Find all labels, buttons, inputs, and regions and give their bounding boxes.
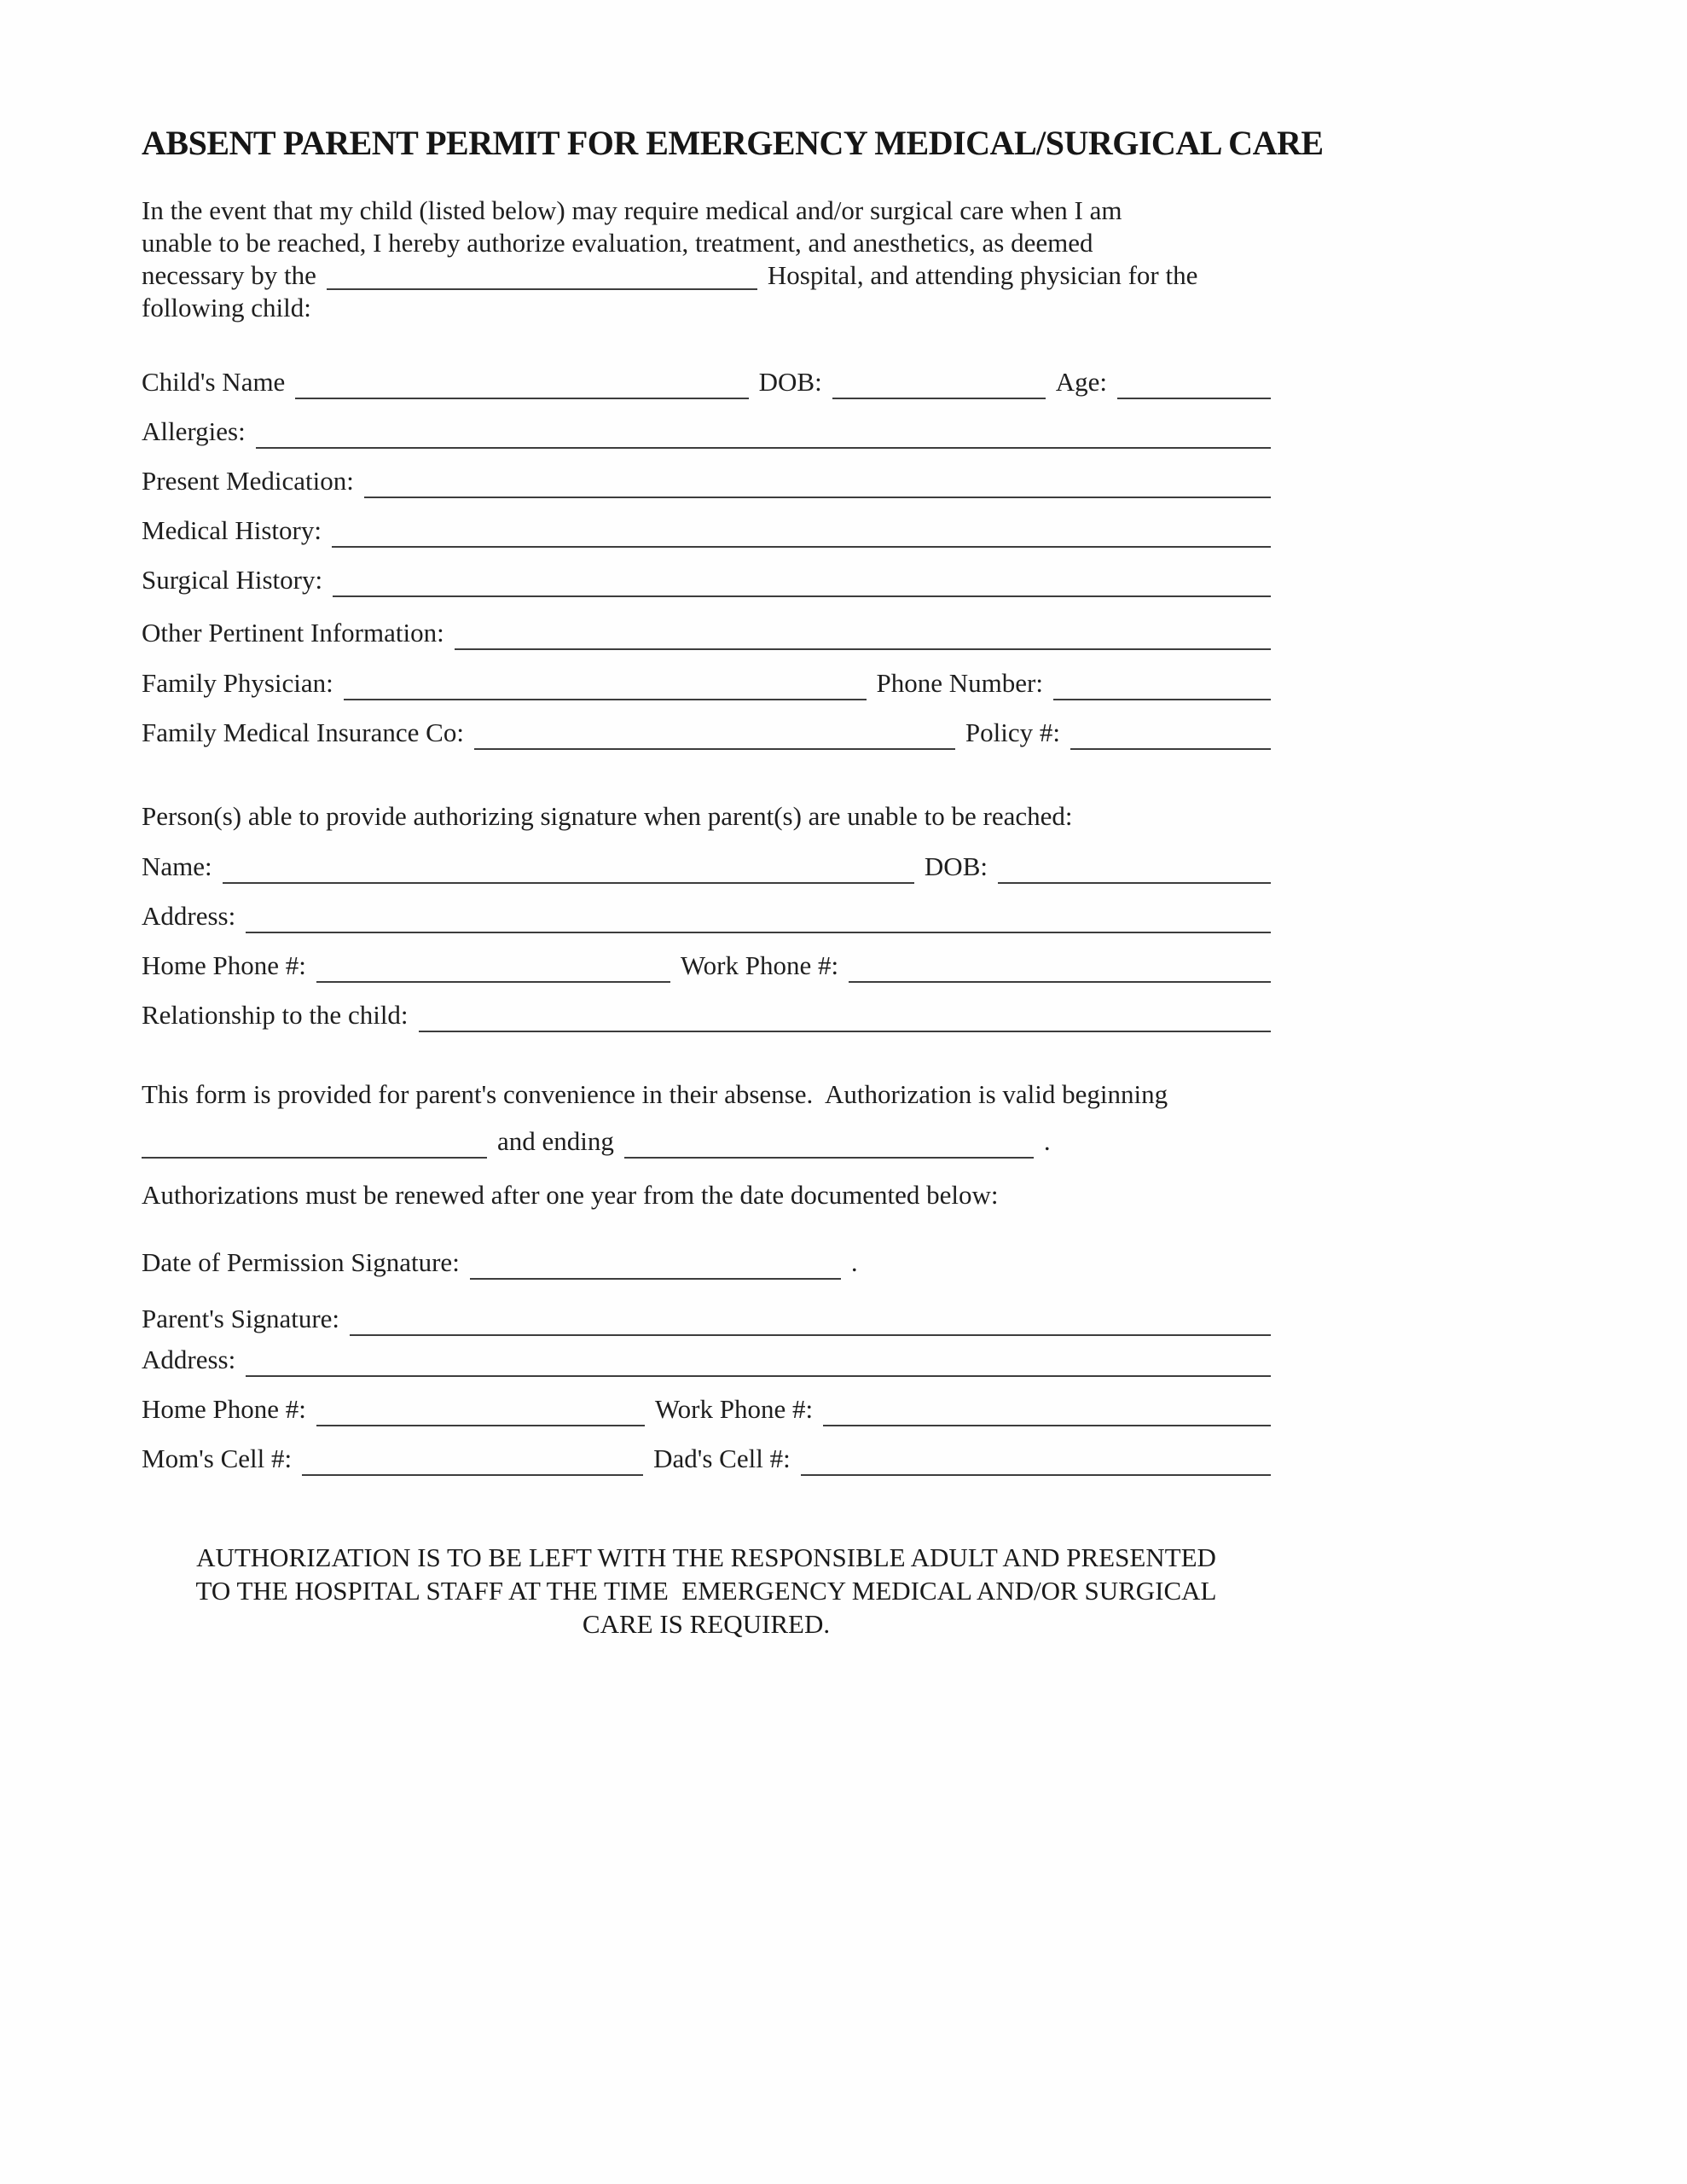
footer-line-1: AUTHORIZATION IS TO BE LEFT WITH THE RESPONSIBLE ADULT AND PRESENTED [196, 1542, 1216, 1572]
validity-period: . [1043, 1126, 1051, 1156]
intro-line-4: following child: [142, 293, 311, 322]
family-physician-label: Family Physician: [142, 668, 333, 698]
date-permission-blank[interactable] [470, 1273, 841, 1280]
date-permission-period: . [850, 1247, 858, 1277]
authorizer-home-phone-blank[interactable] [316, 976, 670, 983]
intro-line-1: In the event that my child (listed below) may require medical and/or surgical care when I am [142, 195, 1122, 225]
footer-line-2: TO THE HOSPITAL STAFF AT THE TIME EMERGENCY MEDICAL AND/OR SURGICAL [195, 1576, 1217, 1606]
family-physician-blank[interactable] [344, 694, 867, 700]
parent-address-blank[interactable] [246, 1370, 1271, 1377]
authorizer-home-phone-label: Home Phone #: [142, 950, 306, 980]
authorizer-phones-row [142, 949, 1271, 983]
child-dob-label: DOB: [758, 367, 822, 397]
insurance-row [142, 716, 1271, 750]
present-medication-blank[interactable] [364, 491, 1271, 498]
surgical-history-row [142, 563, 1271, 597]
present-medication-label: Present Medication: [142, 466, 354, 496]
allergies-row [142, 415, 1271, 449]
relationship-label: Relationship to the child: [142, 1000, 409, 1030]
intro-paragraph [142, 195, 1301, 324]
surgical-history-label: Surgical History: [142, 565, 323, 595]
hospital-name-blank[interactable] [327, 287, 757, 290]
footer-line-3: CARE IS REQUIRED. [582, 1609, 831, 1639]
medical-history-label: Medical History: [142, 515, 322, 545]
parent-work-phone-blank[interactable] [823, 1420, 1271, 1426]
dads-cell-label: Dad's Cell #: [653, 1443, 791, 1473]
authorizer-heading: Person(s) able to provide authorizing signature when parent(s) are unable to be reached: [142, 801, 1073, 831]
relationship-row [142, 998, 1271, 1032]
valid-beginning-blank[interactable] [142, 1152, 487, 1159]
authorizer-dob-label: DOB: [924, 851, 988, 881]
policy-label: Policy #: [965, 717, 1060, 747]
parent-home-phone-label: Home Phone #: [142, 1394, 306, 1424]
date-permission-row [142, 1246, 1271, 1280]
parent-signature-blank[interactable] [350, 1329, 1271, 1336]
surgical-history-blank[interactable] [333, 590, 1271, 597]
and-ending-label: and ending [497, 1126, 614, 1156]
parent-signature-row [142, 1302, 1271, 1336]
present-medication-row [142, 464, 1271, 498]
footer-notice [142, 1541, 1271, 1641]
valid-ending-blank[interactable] [624, 1152, 1034, 1159]
dads-cell-blank[interactable] [801, 1469, 1271, 1476]
parent-signature-label: Parent's Signature: [142, 1304, 340, 1333]
authorizer-work-phone-label: Work Phone #: [680, 950, 839, 980]
authorizer-name-blank[interactable] [223, 877, 914, 884]
allergies-blank[interactable] [256, 442, 1271, 449]
insurance-blank[interactable] [474, 743, 955, 750]
moms-cell-blank[interactable] [302, 1469, 643, 1476]
date-permission-label: Date of Permission Signature: [142, 1247, 460, 1277]
parent-phones-row [142, 1392, 1271, 1426]
allergies-label: Allergies: [142, 416, 246, 446]
relationship-blank[interactable] [419, 1025, 1271, 1032]
form-title: ABSENT PARENT PERMIT FOR EMERGENCY MEDICAL/SURGICAL CARE [142, 124, 1324, 162]
family-physician-row [142, 666, 1271, 700]
authorizer-name-row [142, 850, 1271, 884]
authorizer-dob-blank[interactable] [998, 877, 1271, 884]
authorizer-address-blank[interactable] [246, 926, 1271, 933]
renewal-note: Authorizations must be renewed after one year from the date documented below: [142, 1180, 999, 1210]
intro-line-3-before: necessary by the [142, 260, 316, 290]
validity-dates-row [142, 1124, 1271, 1159]
intro-line-3-after: Hospital, and attending physician for the [767, 260, 1198, 290]
authorizer-address-label: Address: [142, 901, 236, 931]
physician-phone-blank[interactable] [1053, 694, 1271, 700]
cell-phones-row [142, 1442, 1271, 1476]
insurance-label: Family Medical Insurance Co: [142, 717, 464, 747]
child-age-label: Age: [1055, 367, 1107, 397]
medical-history-row [142, 514, 1271, 548]
child-age-blank[interactable] [1117, 392, 1271, 399]
intro-line-3 [142, 259, 1301, 292]
authorizer-work-phone-blank[interactable] [849, 976, 1271, 983]
child-name-label: Child's Name [142, 367, 286, 397]
child-name-blank[interactable] [295, 392, 748, 399]
other-pertinent-blank[interactable] [455, 643, 1271, 650]
other-pertinent-row [142, 616, 1271, 650]
phone-number-label: Phone Number: [876, 668, 1043, 698]
parent-work-phone-label: Work Phone #: [654, 1394, 814, 1424]
parent-address-label: Address: [142, 1345, 236, 1374]
intro-line-2: unable to be reached, I hereby authorize evaluation, treatment, and anesthetics, as deemed [142, 228, 1093, 258]
other-pertinent-label: Other Pertinent Information: [142, 618, 444, 648]
child-dob-blank[interactable] [832, 392, 1046, 399]
child-name-row [142, 365, 1271, 399]
policy-blank[interactable] [1070, 743, 1271, 750]
parent-home-phone-blank[interactable] [316, 1420, 645, 1426]
authorizer-name-label: Name: [142, 851, 212, 881]
parent-address-row [142, 1343, 1271, 1377]
medical-history-blank[interactable] [332, 541, 1271, 548]
moms-cell-label: Mom's Cell #: [142, 1443, 293, 1473]
validity-sentence: This form is provided for parent's convenience in their absense. Authorization is valid beginning [142, 1079, 1168, 1109]
authorizer-address-row [142, 899, 1271, 933]
